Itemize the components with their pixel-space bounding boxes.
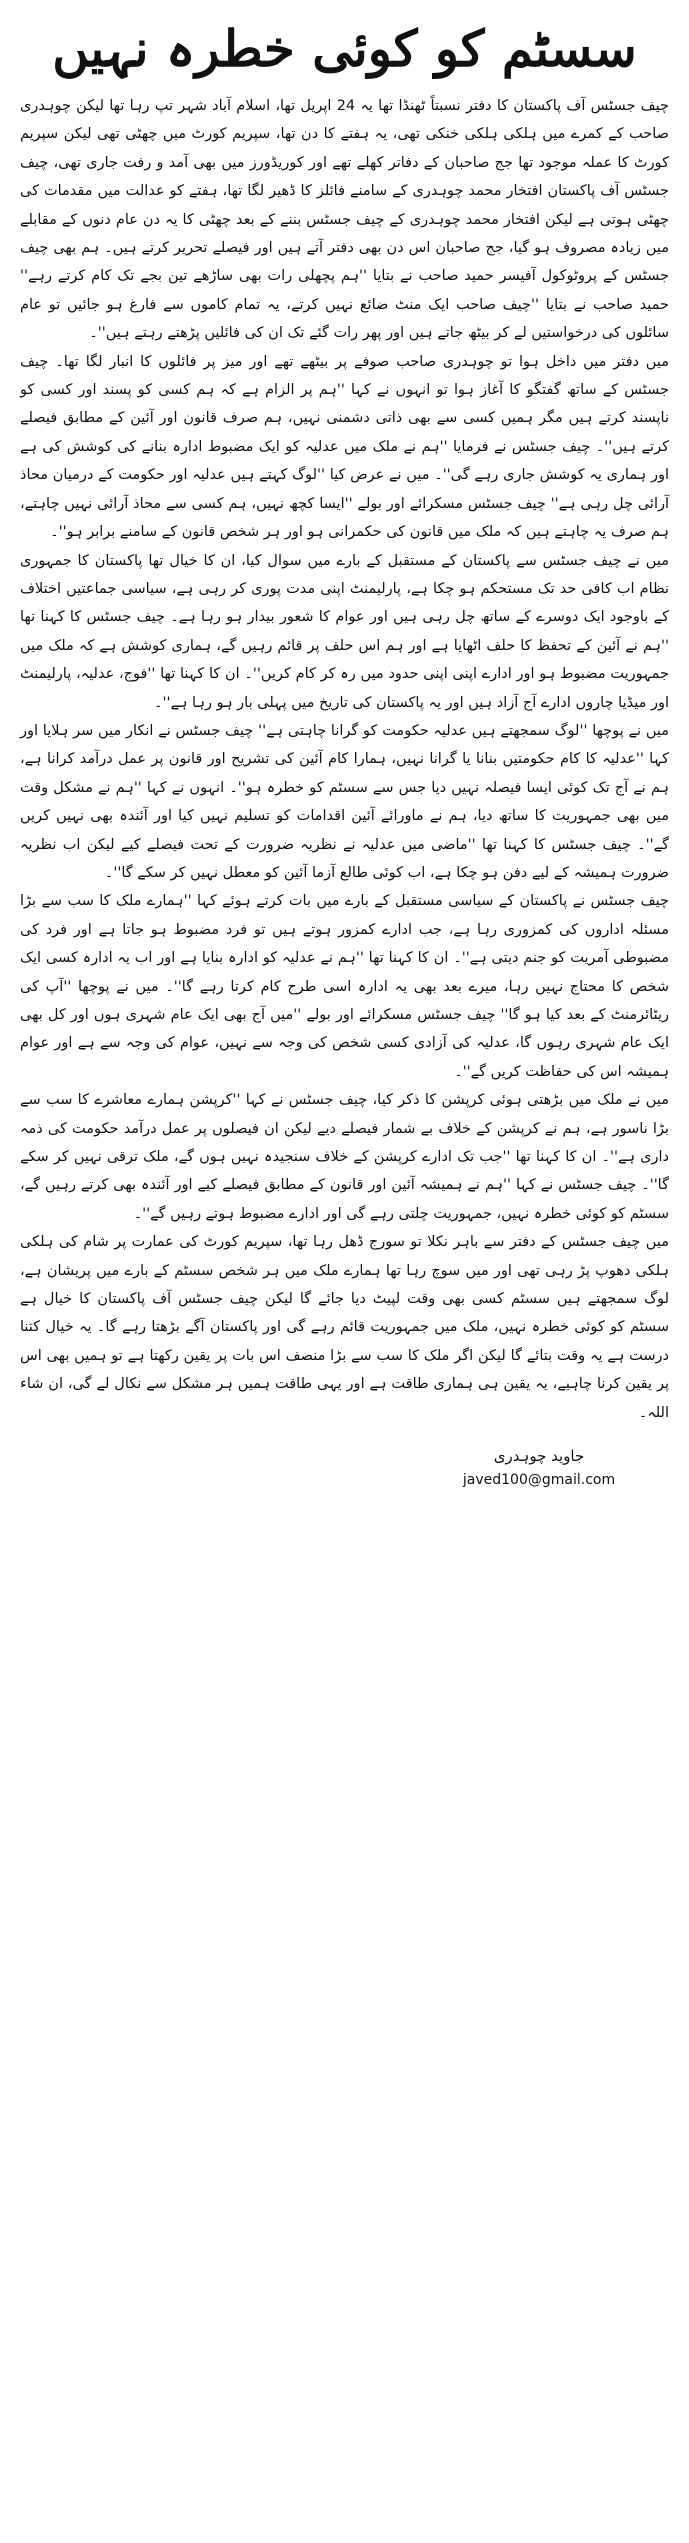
author-name: جاوید چوہدری — [493, 1447, 585, 1466]
article-paragraph: چیف جسٹس آف پاکستان کا دفتر نسبتاً ٹھنڈا تھا یہ 24 اپریل تھا، اسلام آباد شہر تپ رہا تھا لیکن چوہدری صاحب کے کمرے میں ہلکی ہلکی خنکی تھی، یہ ہفتے کا دن تھا، سپریم کورٹ میں چھٹی تھی لیکن سپریم کورٹ کا عملہ موجود تھا جج صاحبان کے دفاتر کھلے تھے اور کوریڈورز میں بھی آمد و رفت جاری تھی، چیف جسٹس آف پاکستان افتخار محمد چوہدری کے سامنے فائلز کا ڈھیر لگا تھا، ہفتے کو عدالت میں مقدمات کی چھٹی ہوتی ہے لیکن افتخار محمد چوہدری کے چیف جسٹس بننے کے بعد چھٹی کا یہ دن عام دنوں کے مقابلے میں زیادہ مصروف ہو گیا، جج صاحبان اس دن بھی دفتر آتے ہیں اور فیصلے تحریر کرتے ہیں۔ ہم بھی چیف جسٹس کے پروٹوکول آفیسر حمید صاحب نے بتایا ''ہم پچھلی رات بھی ساڑھے تین بجے تک کام کرتے رہے'' حمید صاحب نے بتایا ''چیف صاحب ایک منٹ ضائع نہیں کرتے، یہ تمام کاموں سے فارغ ہو جائیں تو عام سائلوں کی درخواستیں لے کر بیٹھ جاتے ہیں اور پھر رات گئے تک ان کی فائلیں پڑھتے رہتے ہیں''۔ — [20, 98, 670, 342]
author-email: javed100@gmail.com — [462, 1472, 616, 1489]
article-body — [20, 92, 669, 1427]
headline: سسٹم کو کوئی خطرہ نہیں — [52, 19, 637, 78]
article-paragraph: میں نے چیف جسٹس سے پاکستان کے مستقبل کے بارے میں سوال کیا، ان کا خیال تھا پاکستان کا جمہوری نظام اب کافی حد تک مستحکم ہو چکا ہے، پارلیمنٹ اپنی مدت پوری کر رہی ہے، سیاسی جماعتیں اختلاف کے باوجود ایک دوسرے کے ساتھ چل رہی ہیں اور عوام کا شعور بیدار ہو رہا ہے۔ چیف جسٹس کا کہنا تھا ''ہم نے آئین کے تحفظ کا حلف اٹھایا ہے اور ہم اس حلف پر قائم رہیں گے، ہماری کوشش ہے کہ ملک میں جمہوریت مضبوط ہو اور ادارے اپنی اپنی حدود میں رہ کر کام کریں''۔ ان کا کہنا تھا ''فوج، عدلیہ، پارلیمنٹ اور میڈیا چاروں ادارے آج آزاد ہیں اور یہ پاکستان کی تاریخ میں پہلی بار ہو رہا ہے''۔ — [20, 552, 669, 711]
article-paragraph: میں نے پوچھا ''لوگ سمجھتے ہیں عدلیہ حکومت کو گرانا چاہتی ہے'' چیف جسٹس نے انکار میں سر ہلایا اور کہا ''عدلیہ کا کام حکومتیں بنانا یا گرانا نہیں، ہمارا کام آئین کی تشریح اور قانون پر عمل درآمد کرانا ہے، ہم نے آج تک کوئی ایسا فیصلہ نہیں دیا جس سے سسٹم کو خطرہ ہو''۔ انہوں نے کہا ''ہم نے مشکل وقت میں بھی جمہوریت کا ساتھ دیا، ہم نے ماورائے آئین اقدامات کو تسلیم نہیں کیا اور آئندہ بھی نہیں کریں گے''۔ چیف جسٹس کا کہنا تھا ''ماضی میں عدلیہ نے نظریہ ضرورت کے تحت فیصلے کیے لیکن اب نظریہ ضرورت ہمیشہ کے لیے دفن ہو چکا ہے، اب کوئی طالع آزما آئین کو معطل نہیں کر سکے گا''۔ — [20, 722, 669, 881]
article-paragraph: میں چیف جسٹس کے دفتر سے باہر نکلا تو سورج ڈھل رہا تھا، سپریم کورٹ کی عمارت پر شام کی ہلکی ہلکی دھوپ پڑ رہی تھی اور میں سوچ رہا تھا ہمارے ملک میں ہر شخص سسٹم کے بارے میں پریشان ہے، لوگ سمجھتے ہیں سسٹم کسی بھی وقت لپیٹ دیا جائے گا لیکن چیف جسٹس آف پاکستان کا خیال ہے سسٹم کو کوئی خطرہ نہیں، ملک میں جمہوریت قائم رہے گی اور پاکستان آگے بڑھتا رہے گا۔ یہ خیال کتنا درست ہے یہ وقت بتائے گا لیکن اگر ملک کا سب سے بڑا منصف اس بات پر یقین رکھتا ہے تو ہمیں بھی اس پر یقین کرنا چاہیے، یہ یقین ہی ہماری طاقت ہے اور یہی طاقت ہمیں ہر مشکل سے نکال لے گی، ان شاء اللہ۔ — [20, 1234, 669, 1421]
article-paragraph: میں نے ملک میں بڑھتی ہوئی کرپشن کا ذکر کیا، چیف جسٹس نے کہا ''کرپشن ہمارے معاشرے کا سب سے بڑا ناسور ہے، ہم نے کرپشن کے خلاف بے شمار فیصلے دیے لیکن ان فیصلوں پر عمل درآمد حکومت کی ذمہ داری ہے''۔ ان کا کہنا تھا ''جب تک ادارے کرپشن کے خلاف سنجیدہ نہیں ہوں گے، ملک ترقی نہیں کر سکے گا''۔ چیف جسٹس نے کہا ''ہم نے ہمیشہ آئین اور قانون کے مطابق فیصلے کیے اور آئندہ بھی کرتے رہیں گے، سسٹم کو کوئی خطرہ نہیں، جمہوریت چلتی رہے گی اور ادارے مضبوط ہوتے رہیں گے''۔ — [20, 1092, 669, 1222]
article-paragraph: میں دفتر میں داخل ہوا تو چوہدری صاحب صوفے پر بیٹھے تھے اور میز پر فائلوں کا انبار لگا تھا۔ چیف جسٹس کے ساتھ گفتگو کا آغاز ہوا تو انہوں نے کہا ''ہم پر الزام ہے کہ ہم کسی کو پسند اور کسی کو ناپسند کرتے ہیں مگر ہمیں کسی سے بھی ذاتی دشمنی نہیں، ہم صرف قانون اور آئین کے مطابق فیصلے کرتے ہیں''۔ چیف جسٹس نے فرمایا ''ہم نے ملک میں عدلیہ کو ایک مضبوط ادارہ بنانے کی کوشش کی ہے اور ہماری یہ کوشش جاری رہے گی''۔ میں نے عرض کیا ''لوگ کہتے ہیں عدلیہ اور حکومت کے درمیان محاذ آرائی چل رہی ہے'' چیف جسٹس مسکرائے اور بولے ''ایسا کچھ نہیں، ہم کسی سے محاذ آرائی نہیں چاہتے، ہم صرف یہ چاہتے ہیں کہ ملک میں قانون کی حکمرانی ہو اور ہر شخص قانون کے سامنے برابر ہو''۔ — [20, 353, 669, 541]
article-paragraph: چیف جسٹس نے پاکستان کے سیاسی مستقبل کے بارے میں بات کرتے ہوئے کہا ''ہمارے ملک کا سب سے بڑا مسئلہ اداروں کی کمزوری رہا ہے، جب ادارے کمزور ہوتے ہیں تو فرد مضبوط ہو جاتا ہے اور فرد کی مضبوطی آمریت کو جنم دیتی ہے''۔ ان کا کہنا تھا ''ہم نے عدلیہ کو ادارہ بنایا ہے اور اب یہ ادارہ کسی ایک شخص کا محتاج نہیں رہا، میرے بعد بھی یہ ادارہ اسی طرح کام کرتا رہے گا''۔ میں نے پوچھا ''آپ کی ریٹائرمنٹ کے بعد کیا ہو گا'' چیف جسٹس مسکرائے اور بولے ''میں آج بھی ایک عام شہری ہوں اور کل بھی ایک عام شہری رہوں گا، عدلیہ کی آزادی کسی شخص کی وجہ سے نہیں، عوام کی وجہ سے ہے اور عوام ہمیشہ اس کی حفاظت کریں گے''۔ — [20, 893, 669, 1080]
